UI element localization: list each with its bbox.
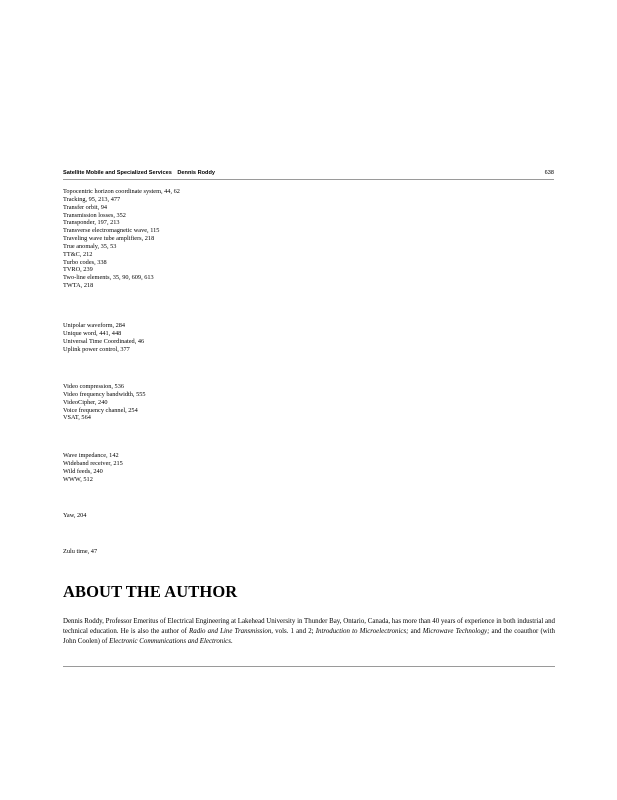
index-entry: Wild feeds, 240 [63,467,103,475]
index-entry: TVRO, 239 [63,266,93,274]
book-title-electronic-communications: Electronic Communications and Electronics [109,637,231,645]
book-title-microelectronics: Introduction to Microelectronics; [315,627,409,635]
index-entry: Turbo codes, 338 [63,258,107,266]
index-group-y [63,512,86,520]
author-bio [63,617,555,647]
index-entry: Yaw, 204 [63,512,87,519]
index-entry: True anomaly, 35, 53 [63,242,117,250]
index-entry: Video frequency bandwidth, 555 [63,390,146,398]
index-entry: Unipolar waveform, 284 [63,322,126,329]
page-number: 638 [544,170,554,176]
running-header-left [63,170,215,176]
index-group-z [63,548,97,556]
index-entry: Wave impedance, 142 [63,452,119,459]
index-entry: Tracking, 95, 213, 477 [63,195,121,203]
index-entry: Transmission losses, 352 [63,211,126,219]
index-entry: VSAT, 564 [63,414,91,422]
index-group-t [63,188,180,290]
index-entry: Universal Time Coordinated, 46 [63,337,145,345]
book-title: Satellite Mobile and Specialized Services [63,170,172,176]
bio-text: . [230,637,233,645]
book-title-microwave: Microwave Technology; [422,627,490,635]
header-author: Dennis Roddy [177,170,215,176]
index-group-v [63,383,146,422]
bio-text: vols. 1 and 2; [273,627,316,635]
index-entry: Transponder, 197, 213 [63,219,120,227]
index-entry: TT&C, 212 [63,250,93,258]
header-divider [63,179,554,180]
index-entry: Traveling wave tube amplifiers, 218 [63,235,155,243]
index-entry: Video compression, 536 [63,383,125,390]
index-group-w [63,452,123,483]
index-entry: Wideband receiver, 215 [63,459,123,467]
index-entry: TWTA, 218 [63,282,94,290]
about-author-heading: ABOUT THE AUTHOR [63,582,238,601]
index-entry: Uplink power control, 377 [63,345,130,353]
bio-text: Dennis Roddy, Professor Emeritus of Electrical Engineering at Lakehead University in Thunder Bay, Ontario, Canada, has more than 40 years of experience in both industrial and technical education. He is also the author of [63,618,555,635]
footer-divider [63,666,555,667]
bio-text: and the coauthor (with John Coolen) of [63,627,555,645]
index-entry: VideoCipher, 240 [63,398,108,406]
index-entry: Transfer orbit, 94 [63,203,108,211]
bio-text: and [408,627,423,635]
index-entry: Transverse electromagnetic wave, 115 [63,227,160,235]
index-entry: Two-line elements, 35, 90, 609, 613 [63,274,154,282]
index-entry: Unique word, 441, 448 [63,329,122,337]
index-entry: Voice frequency channel, 254 [63,406,138,414]
index-entry: Zulu time, 47 [63,548,98,555]
index-entry: Topocentric horizon coordinate system, 44, 62 [63,188,180,195]
index-group-u [63,322,144,353]
book-title-radio: Radio and Line Transmission, [189,627,274,635]
index-entry: WWW, 512 [63,475,93,483]
